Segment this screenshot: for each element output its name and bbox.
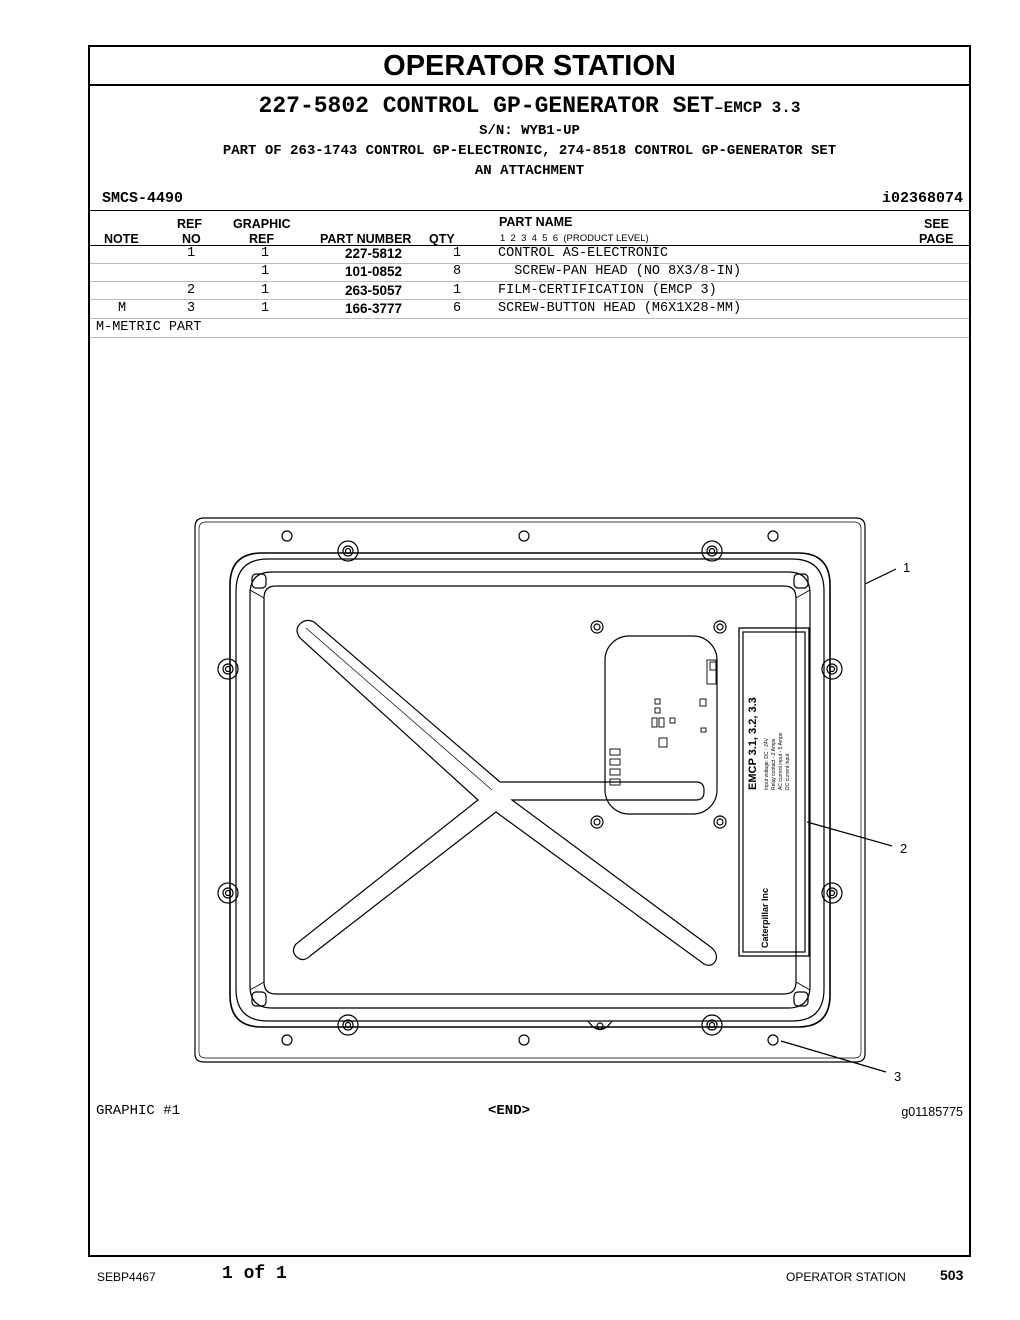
- metric-footnote: M-METRIC PART: [96, 320, 202, 335]
- row-graphic: 1: [260, 264, 270, 279]
- certification-film: [739, 628, 809, 956]
- group-title-main: 227-5802 CONTROL GP-GENERATOR SET: [258, 93, 715, 119]
- col-graphic-bottom: REF: [249, 232, 274, 246]
- row-qty: 1: [452, 283, 462, 298]
- col-note: NOTE: [104, 232, 139, 246]
- end-marker: <END>: [488, 1103, 531, 1119]
- callout-leader-2: [807, 822, 892, 846]
- row-graphic: 1: [260, 246, 270, 261]
- col-ref-top: REF: [177, 217, 202, 231]
- row-part-name: CONTROL AS-ELECTRONIC: [498, 246, 669, 261]
- col-ref-bottom: NO: [182, 232, 201, 246]
- row-graphic: 1: [260, 283, 270, 298]
- row-qty: 8: [452, 264, 462, 279]
- group-title-sub: –EMCP 3.3: [714, 99, 801, 117]
- callout-leader-1: [865, 569, 896, 584]
- callout-2: 2: [900, 841, 908, 856]
- row-part-name: FILM-CERTIFICATION (EMCP 3): [498, 283, 717, 298]
- doc-code: SEBP4467: [97, 1270, 156, 1284]
- row-qty: 1: [452, 246, 462, 261]
- film-text: [747, 697, 791, 790]
- smcs-code: SMCS-4490: [102, 190, 184, 207]
- film-line-4: DC current input: [785, 753, 791, 790]
- col-see-bottom: PAGE: [919, 232, 954, 246]
- film-brand: Caterpillar Inc: [760, 887, 770, 948]
- callout-1: 1: [903, 560, 911, 575]
- footer-section: OPERATOR STATION: [786, 1270, 906, 1284]
- callout-3: 3: [894, 1069, 902, 1084]
- display-components: [610, 660, 716, 785]
- row-part-name: SCREW-PAN HEAD (NO 8X3/8-IN): [498, 264, 742, 279]
- row-ref: 3: [186, 301, 196, 316]
- serial-range: S/N: WYB1-UP: [479, 123, 580, 139]
- part-of-line: PART OF 263-1743 CONTROL GP-ELECTRONIC, 274-8518 CONTROL GP-GENERATOR SET: [222, 143, 837, 159]
- row-part-number: 166-3777: [345, 301, 403, 316]
- row-ref: 2: [186, 283, 196, 298]
- film-title: EMCP 3.1, 3.2, 3.3: [747, 697, 759, 790]
- row-part-name: SCREW-BUTTON HEAD (M6X1X28-MM): [498, 301, 742, 316]
- col-qty: QTY: [429, 232, 455, 246]
- row-ref: 1: [186, 246, 196, 261]
- col-part-number: PART NUMBER: [320, 232, 412, 246]
- attachment-line: AN ATTACHMENT: [474, 163, 585, 179]
- info-ref: i02368074: [881, 190, 963, 207]
- row-qty: 6: [452, 301, 462, 316]
- section-title: OPERATOR STATION: [90, 47, 969, 86]
- graphic-id: g01185775: [901, 1105, 963, 1119]
- row-part-number: 263-5057: [345, 283, 403, 298]
- callout-leader-3: [781, 1041, 886, 1072]
- graphic-caption: GRAPHIC #1: [96, 1103, 181, 1119]
- col-see-top: SEE: [924, 217, 950, 231]
- film-line-3: AC current input - 5 Amps: [778, 732, 784, 790]
- page-number: 503: [940, 1267, 964, 1283]
- col-product-levels: 1 2 3 4 5 6 (PRODUCT LEVEL): [500, 233, 649, 244]
- display-window: [605, 636, 717, 814]
- row-part-number: 101-0852: [345, 264, 403, 279]
- col-graphic-top: GRAPHIC: [233, 217, 291, 231]
- film-line-2: Relay contact - 2 Amps: [771, 738, 777, 790]
- row-part-number: 227-5812: [345, 246, 403, 261]
- col-part-name: PART NAME: [499, 215, 573, 229]
- row-note: M: [117, 301, 127, 316]
- film-line-1: Input voltage: DC - 24V: [764, 738, 770, 790]
- page-of: 1 of 1: [222, 1264, 287, 1284]
- row-graphic: 1: [260, 301, 270, 316]
